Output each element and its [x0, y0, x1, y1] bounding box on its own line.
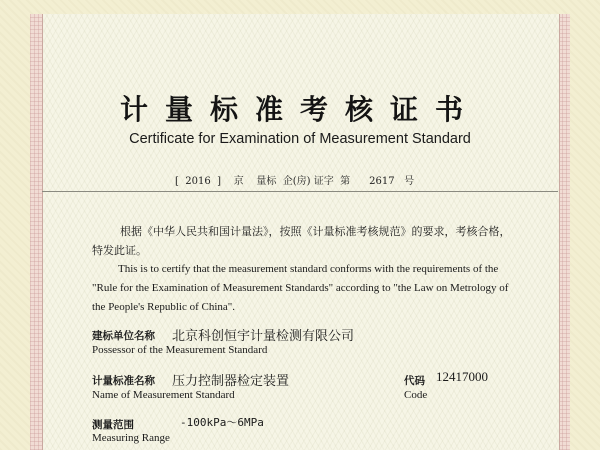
measuring-range-label-cn: 测量范围	[92, 419, 134, 431]
divider	[42, 191, 558, 192]
certificate-title-en: Certificate for Examination of Measurement Standard	[129, 131, 471, 147]
standard-name-label-en: Name of Measurement Standard	[92, 389, 235, 401]
measuring-range-label-en: Measuring Range	[92, 432, 170, 444]
standard-name-value: 压力控制器检定装置	[172, 374, 290, 389]
statement-cn: 根据《中华人民共和国计量法》，按照《计量标准考核规范》的要求，考核合格，特发此证。	[92, 225, 511, 257]
code-label-en: Code	[404, 389, 428, 401]
measuring-range-value: -100kPa～6MPa	[180, 416, 264, 429]
statement-en: This is to certify that the measurement standard conforms with the requirements of the "Rule for the Examination of Measurement Standards" according to "the Law on Metrology of the People's Republic of China".	[92, 263, 509, 313]
certificate-number: [ 2016 ] 京 量标 企(房) 证字 第 2617 号	[175, 176, 415, 187]
code-value: 12417000	[436, 369, 488, 384]
possessor-label-en: Possessor of the Measurement Standard	[92, 344, 268, 356]
possessor-value: 北京科创恒宇计量检测有限公司	[172, 329, 355, 344]
possessor-label-cn: 建标单位名称	[92, 330, 155, 342]
standard-name-label-cn: 计量标准名称	[92, 375, 155, 387]
certificate-title-cn: 计量标准考核证书	[119, 93, 480, 126]
code-label-cn: 代码	[404, 375, 425, 387]
